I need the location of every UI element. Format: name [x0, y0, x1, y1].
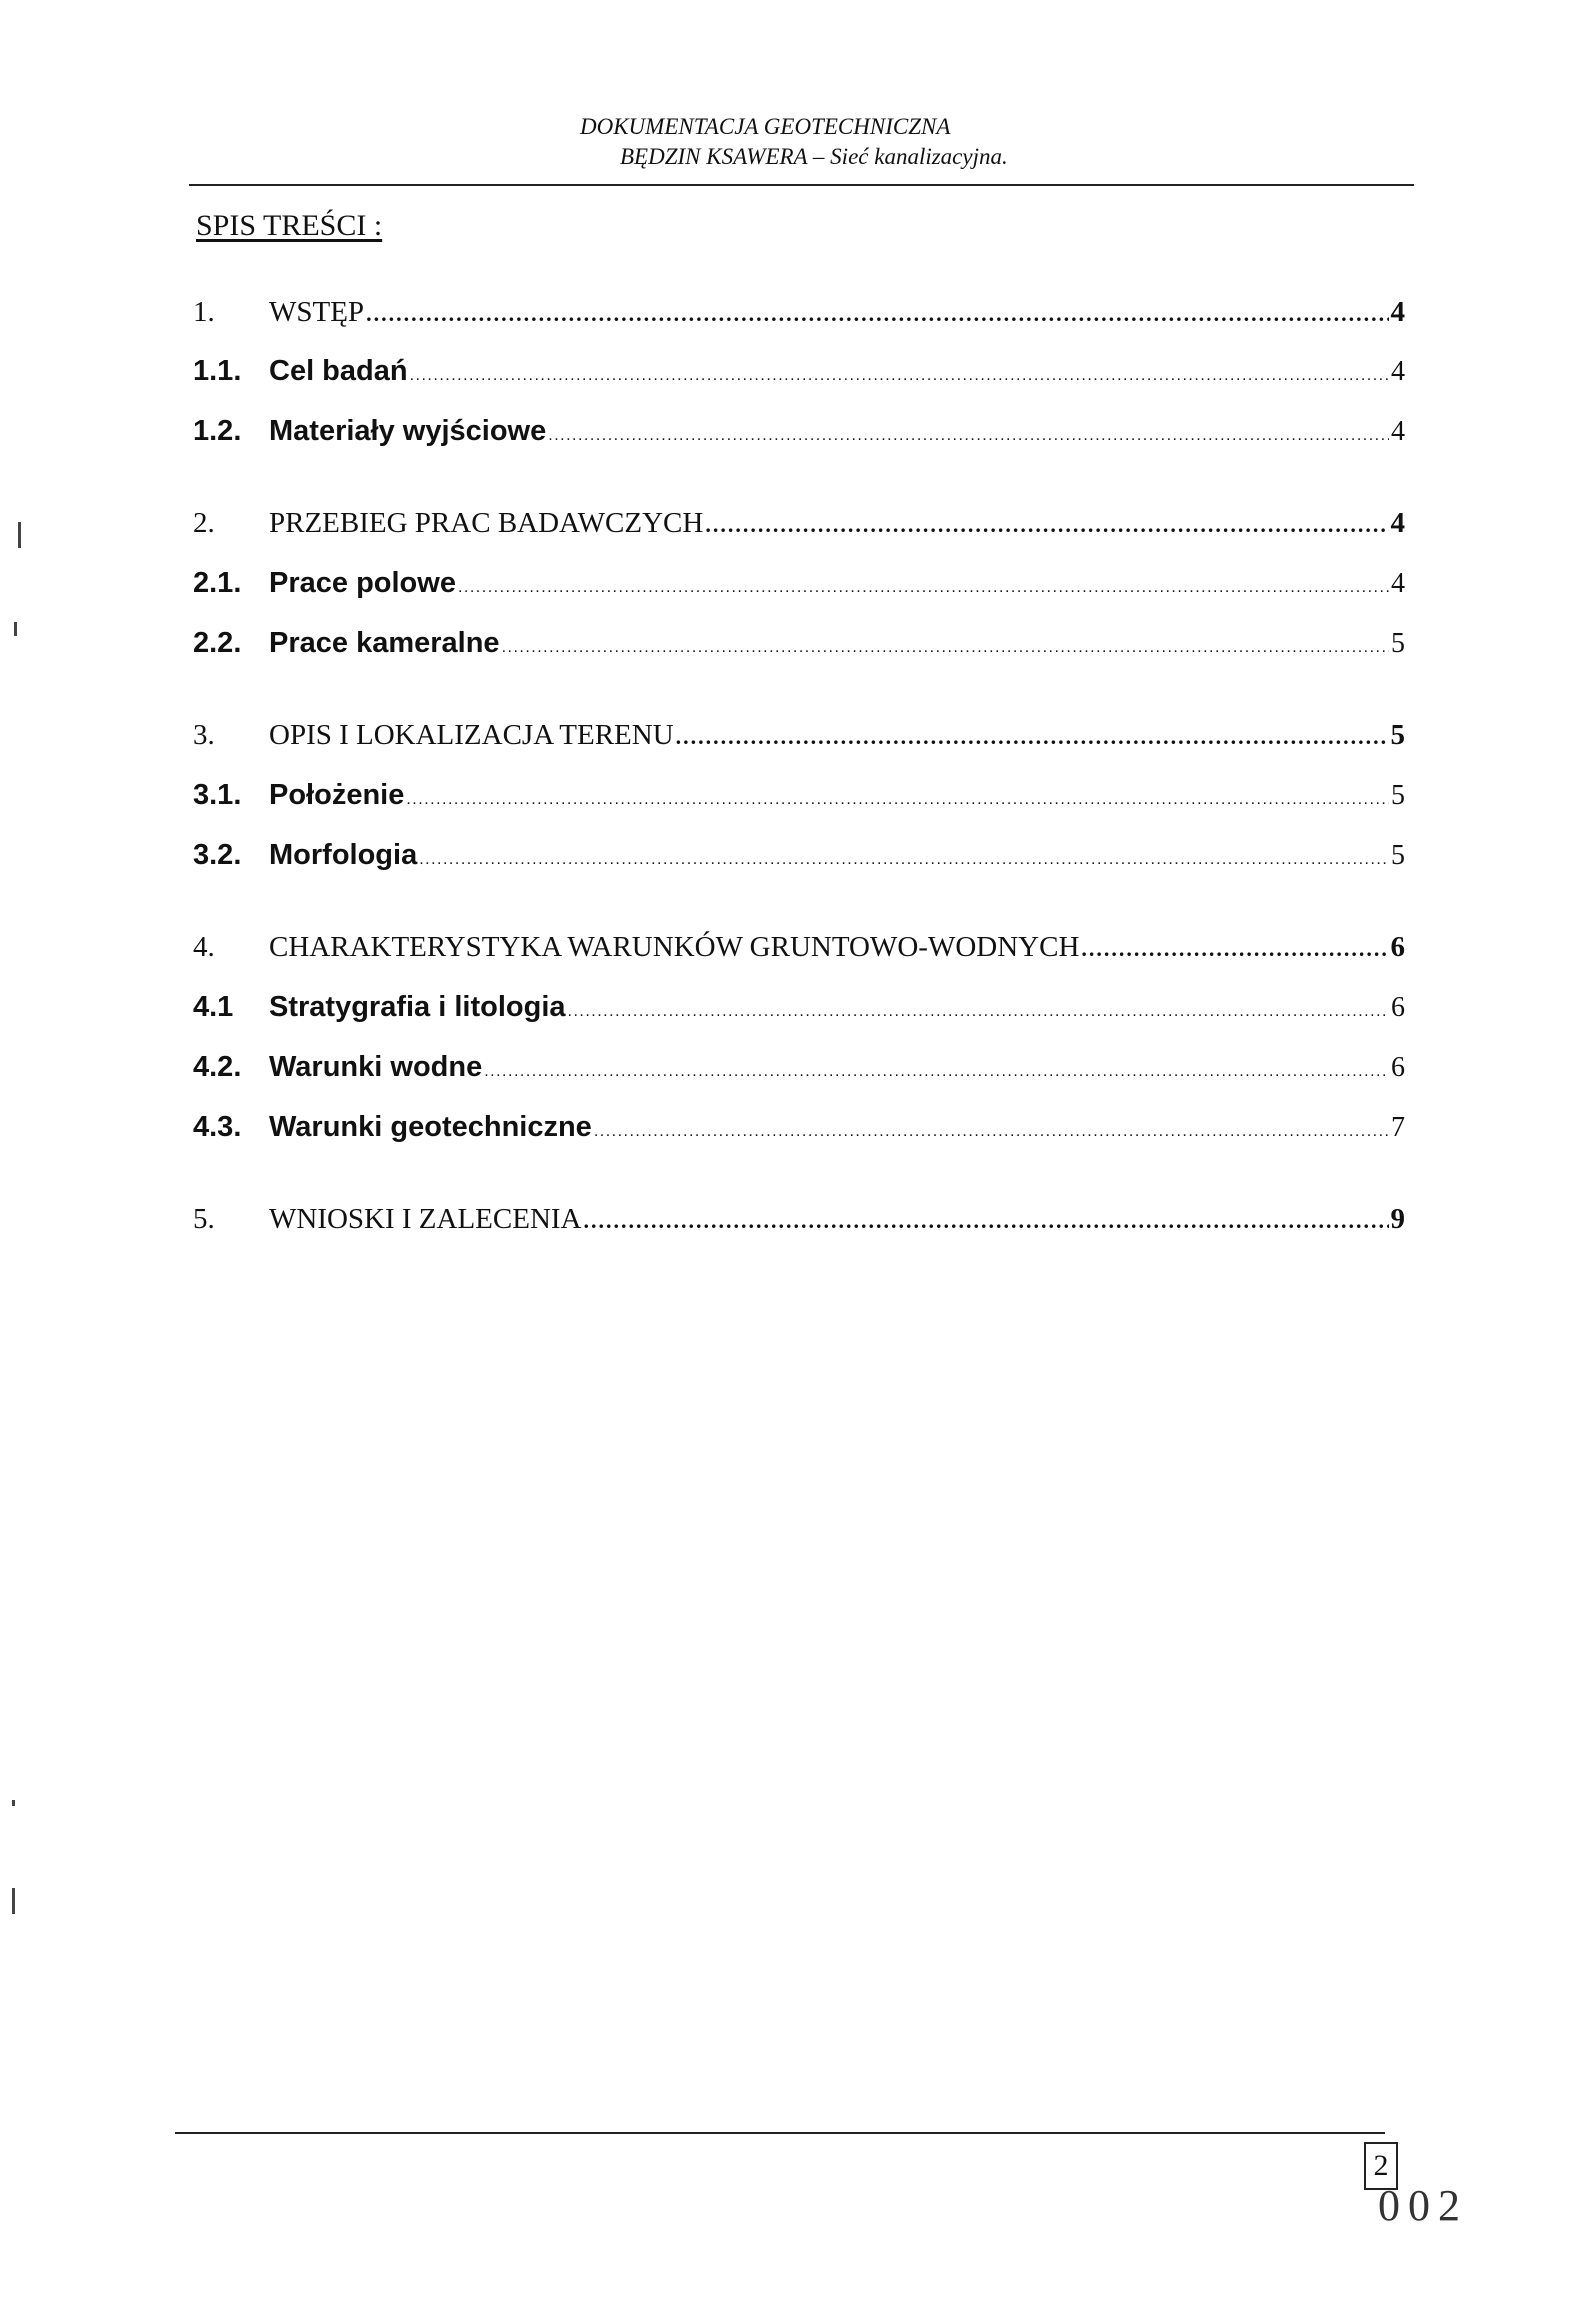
toc-entry-number: 1.1. [193, 355, 242, 387]
toc-leader-dots [484, 1063, 1389, 1081]
toc-leader-dots [410, 367, 1389, 385]
toc-leader-dots [584, 1208, 1389, 1234]
footer-rule [175, 2132, 1385, 2134]
toc-entry-page: 4 [1391, 416, 1405, 447]
toc-entry [193, 839, 1405, 883]
toc-leader-dots [676, 724, 1389, 750]
toc-entry-title: Morfologia [269, 839, 418, 871]
toc-entry-page: 7 [1391, 1112, 1405, 1143]
page-number: 2 [1364, 2142, 1398, 2190]
toc-entry-title: Prace polowe [269, 567, 456, 599]
toc-entry [193, 1051, 1405, 1095]
toc-entry-number: 1.2. [193, 415, 242, 447]
toc-entry-number: 3.2. [193, 839, 242, 871]
toc-leader-dots [1081, 936, 1388, 962]
toc-entry-title: WNIOSKI I ZALECENIA [269, 1203, 582, 1235]
toc-entry-page: 6 [1391, 1052, 1405, 1083]
toc-entry-title: WSTĘP [269, 296, 365, 328]
toc-entry-title: Stratygrafia i litologia [269, 991, 566, 1023]
toc-entry-number: 5. [193, 1203, 215, 1235]
toc-entry-title: Materiały wyjściowe [269, 415, 547, 447]
toc-entry-title: OPIS I LOKALIZACJA TERENU [269, 719, 674, 751]
toc-entry-number: 4.1 [193, 991, 234, 1023]
toc-entry-page: 9 [1390, 1203, 1405, 1235]
scan-margin-mark [14, 622, 17, 636]
toc-leader-dots [594, 1123, 1389, 1141]
toc-entry-title: Prace kameralne [269, 627, 500, 659]
toc-entry [193, 507, 1405, 551]
toc-entry-title: CHARAKTERYSTYKA WARUNKÓW GRUNTOWO-WODNYCH [269, 931, 1080, 963]
toc-entry-page: 5 [1391, 780, 1405, 811]
toc-entry [193, 719, 1405, 763]
toc-entry-title: PRZEBIEG PRAC BADAWCZYCH [269, 507, 704, 539]
toc-entry-number: 3.1. [193, 779, 242, 811]
toc-leader-dots [406, 791, 1389, 809]
toc-entry-page: 6 [1391, 992, 1405, 1023]
toc-heading: SPIS TREŚCI : [196, 209, 383, 242]
toc-entry [193, 355, 1405, 399]
toc-entry-page: 5 [1391, 840, 1405, 871]
toc-entry-page: 4 [1390, 296, 1405, 328]
toc-entry-page: 4 [1391, 568, 1405, 599]
toc-entry-page: 4 [1390, 507, 1405, 539]
scan-margin-mark [12, 1800, 15, 1806]
toc-leader-dots [419, 851, 1389, 869]
toc-entry-number: 4.2. [193, 1051, 242, 1083]
toc-entry-page: 6 [1390, 931, 1405, 963]
toc-entry-number: 2. [193, 507, 215, 539]
toc-entry [193, 567, 1405, 611]
toc-entry [193, 931, 1405, 975]
toc-entry-page: 4 [1391, 356, 1405, 387]
toc-entry-number: 2.2. [193, 627, 242, 659]
scan-margin-mark [18, 522, 21, 548]
toc-leader-dots [366, 301, 1388, 327]
toc-leader-dots [705, 512, 1388, 538]
toc-entry-title: Warunki geotechniczne [269, 1111, 592, 1143]
header-subtitle: BĘDZIN KSAWERA – Sieć kanalizacyjna. [620, 144, 1008, 169]
toc-entry-title: Warunki wodne [269, 1051, 483, 1083]
toc-leader-dots [568, 1003, 1390, 1021]
scan-margin-mark [12, 1888, 15, 1914]
page-stamp: 002 [1378, 2181, 1468, 2230]
toc-leader-dots [502, 639, 1389, 657]
toc-entry [193, 415, 1405, 459]
toc-entry [193, 296, 1405, 340]
toc-entry-number: 4. [193, 931, 215, 963]
toc-entry [193, 779, 1405, 823]
toc-leader-dots [548, 427, 1389, 445]
toc-entry-number: 2.1. [193, 567, 242, 599]
toc-entry-title: Cel badań [269, 355, 408, 387]
toc-leader-dots [458, 579, 1389, 597]
toc-entry [193, 1203, 1405, 1247]
toc-entry-title: Położenie [269, 779, 405, 811]
toc-entry-number: 3. [193, 719, 215, 751]
toc-entry [193, 1111, 1405, 1155]
toc-entry-page: 5 [1391, 628, 1405, 659]
header-title: DOKUMENTACJA GEOTECHNICZNA [580, 114, 951, 139]
header-rule [189, 184, 1414, 186]
toc-entry [193, 627, 1405, 671]
document-header [565, 112, 1085, 172]
toc-entry-number: 1. [193, 296, 215, 328]
toc-entry-number: 4.3. [193, 1111, 242, 1143]
toc-entry [193, 991, 1405, 1035]
toc-entry-page: 5 [1390, 719, 1405, 751]
